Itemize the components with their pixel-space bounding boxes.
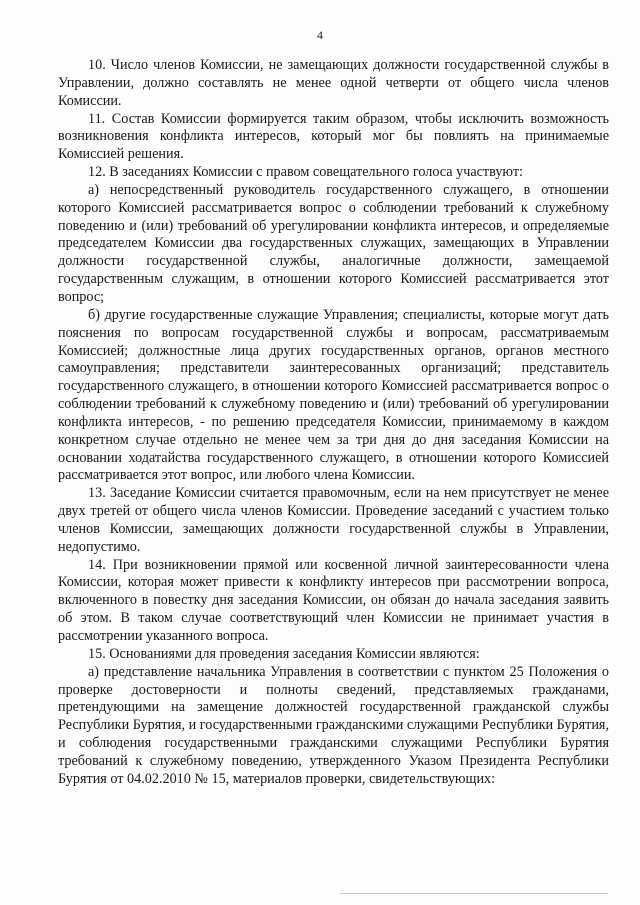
paragraph-15-a: а) представление начальника Управления в соответствии с пунктом 25 Положения о проверке достоверности и полноты сведений, представляемых гражданами, претендующими на замещение должностей государственной гражданской службы Республики Бурятия, и государственными гражданскими служащими Республики Бурятия, и соблюдения государственными гражданскими служащими Республики Бурятия требований к служебному поведению, утвержденного Указом Президента Республики Бурятия от 04.02.2010 № 15, материалов проверки, свидетельствующих: — [58, 663, 609, 787]
scan-edge-line — [340, 893, 608, 894]
paragraph-12-a: а) непосредственный руководитель государственного служащего, в отношении которого Комиссией рассматривается вопрос о соблюдении требований к служебному поведению и (или) требований об урегулировании конфликта интересов, и определяемые председателем Комиссии два государственных служащих, замещающих в Управлении должности государственной службы, аналогичные должности, замещаемой государственным служащим, в отношении которого Комиссией рассматривается этот вопрос; — [58, 181, 609, 305]
paragraph-11: 11. Состав Комиссии формируется таким образом, чтобы исключить возможность возникновения конфликта интересов, который мог бы повлиять на принимаемые Комиссией решения. — [58, 110, 609, 163]
document-body — [58, 57, 609, 789]
paragraph-13: 13. Заседание Комиссии считается правомочным, если на нем присутствует не менее двух третей от общего числа членов Комиссии. Проведение заседаний с участием только членов Комиссии, замещающих должности государственной службы в Управлении, недопустимо. — [58, 485, 609, 555]
paragraph-12: 12. В заседаниях Комиссии с правом совещательного голоса участвуют: — [88, 164, 523, 181]
paragraph-10: 10. Число членов Комиссии, не замещающих должности государственной службы в Управлении, должно составлять не менее одной четверти от общего числа членов Комиссии. — [58, 57, 609, 109]
paragraph-15: 15. Основаниями для проведения заседания Комиссии являются: — [88, 645, 480, 662]
page-number: 4 — [317, 28, 323, 42]
paragraph-14: 14. При возникновении прямой или косвенной личной заинтересованности члена Комиссии, которая может привести к конфликту интересов при рассмотрении вопроса, включенного в повестку дня заседания Комиссии, он обязан до начала заседания заявить об этом. В таком случае соответствующий член Комиссии не принимает участия в рассмотрении указанного вопроса. — [58, 556, 609, 644]
paragraph-12-b: б) другие государственные служащие Управления; специалисты, которые могут дать пояснения по вопросам государственной службы и вопросам, рассматриваемым Комиссией; должностные лица других государственных органов, органов местного самоуправления; представители заинтересованных организаций; представитель государственного служащего, в отношении которого Комиссией рассматривается вопрос о соблюдении требований к служебному поведению и (или) требований об урегулировании конфликта интересов, - по решению председателя Комиссии, принимаемому в каждом конкретном случае отдельно не менее чем за три дня до дня заседания Комиссии на основании ходатайства государственного служащего, в отношении которого Комиссией рассматривается этот вопрос, или любого члена Комиссии. — [58, 306, 609, 484]
